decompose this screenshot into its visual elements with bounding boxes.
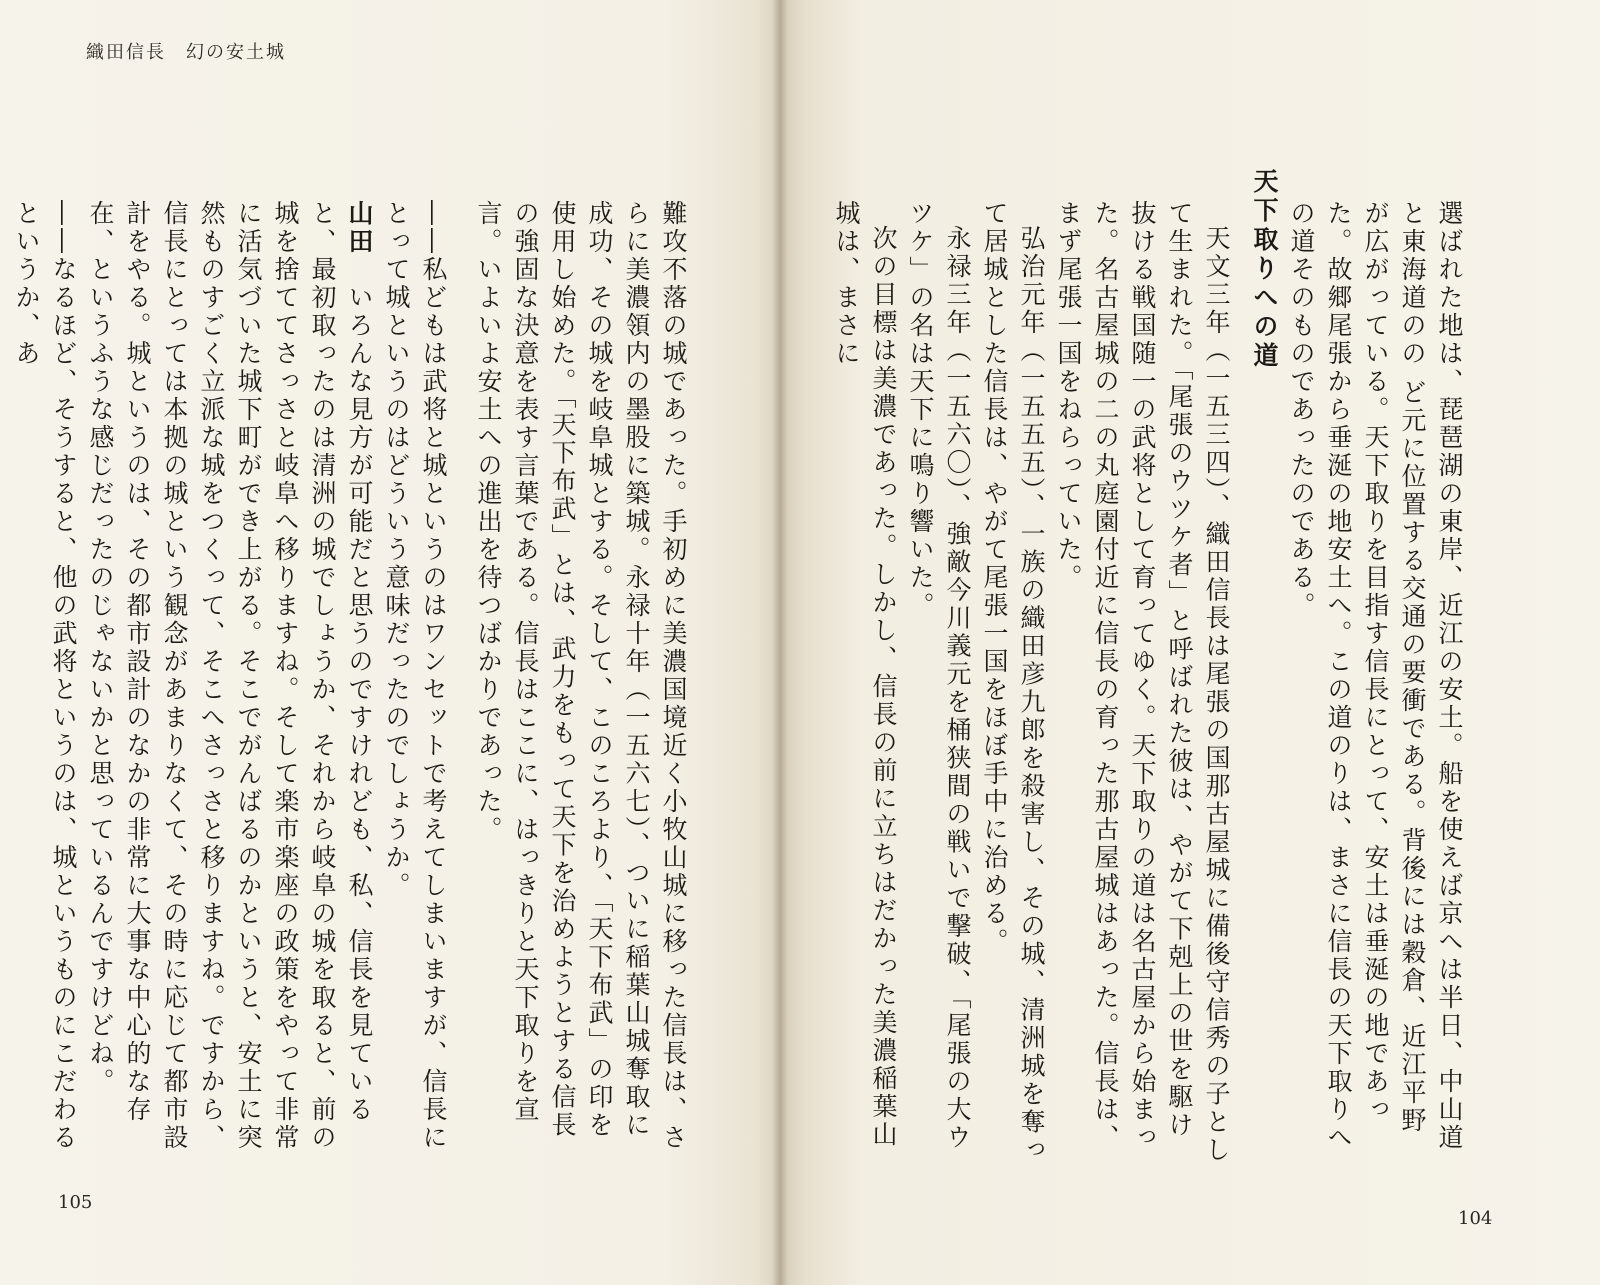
book-gutter — [772, 0, 788, 1285]
answer-text: いろんな見方が可能だと思うのですけれども、私、信長を見ていると、最初取ったのは清洲の城でしょうか、それから岐阜の城を取ると、前の城を捨ててさっさと岐阜へ移りますね。そして楽市楽座の政策をやって非常に活気づいた城下町ができ上がる。そこでがんばるのかというと、安土に突然ものすごく立派な城をつくって、そこへさっさと移りますね。ですから、信長にとっては本拠の城という観念があまりなくて、その時に応じて都市設計をやる。城というのは、その都市設計のなかの非常に大事な中心的な存在、というふうな感じだったのじゃないかと思っているんですけどね。 — [86, 200, 374, 1152]
running-head: 織田信長 幻の安土城 — [86, 42, 286, 63]
paragraph: 永禄三年（一五六〇）、強敵今川義元を桶狭間の戦いで撃破、「尾張の大ウツケ」の名は天下に鳴り響いた。 — [906, 200, 972, 1152]
continuation-paragraph: 難攻不落の城であった。手初めに美濃国境近く小牧山城に移った信長は、さらに美濃領内の墨股に築城。永禄十年（一五六七）、ついに稲葉山城奪取に成功、その城を岐阜城とする。そして、このころより、「天下布武」の印を使用し始めた。「天下布武」とは、武力をもって天下を治めようとする信長の強固な決意を表す言葉である。信長はここに、はっきりと天下取りを宣言。いよいよ安土への進出を待つばかりであった。 — [474, 200, 688, 1152]
interview-answer — [82, 200, 378, 1160]
interview-question: ――なるほど、そうすると、他の武将というのは、城というものにこだわるというか、あ — [12, 200, 78, 1152]
right-section-text — [832, 200, 1235, 1165]
section-heading: 天下取りへの道 — [1250, 168, 1279, 371]
paragraph: 弘治元年（一五五五）、一族の織田彦九郎を殺害し、その城、清洲城を奪って居城とした信長は、やがて尾張一国をほぼ手中に治める。 — [980, 200, 1046, 1165]
interview-question: ――私どもは武将と城というのはワンセットで考えてしまいますが、信長にとって城というのはどういう意味だったのでしょうか。 — [382, 200, 448, 1152]
paragraph: 次の目標は美濃であった。しかし、信長の前に立ちはだかった美濃稲葉山城は、まさに — [832, 200, 898, 1149]
right-intro-paragraph: 選ばれた地は、琵琶湖の東岸、近江の安土。船を使えば京へは半日、中山道と東海道のの ど元に位置する交通の要衝である。背後には穀倉、近江平野が広がっている。天下取りを目指す信長にとって、安土は垂涎の地であった。故郷尾張から垂涎の地安土へ。この道のりは、まさに信長の天下取りへの道そのものであったのである。 — [1287, 200, 1464, 1152]
page-number-left: 105 — [58, 1192, 93, 1213]
paragraph: 天文三年（一五三四）、織田信長は尾張の国那古屋城に備後守信秀の子として生まれた。「尾張のウツケ者」と呼ばれた彼は、やがて下剋上の世を駆け抜ける戦国随一の武将として育ってゆく。天下取りの道は名古屋から始まった。名古屋城の二の丸庭園付近に信長の育った那古屋城はあった。信長は、まず尾張一国をねらっていた。 — [1054, 200, 1231, 1165]
speaker-name: 山田 — [345, 200, 374, 256]
page-number-right: 104 — [1458, 1208, 1493, 1229]
left-continuation-text — [474, 200, 692, 1165]
interview-text — [12, 200, 452, 1160]
